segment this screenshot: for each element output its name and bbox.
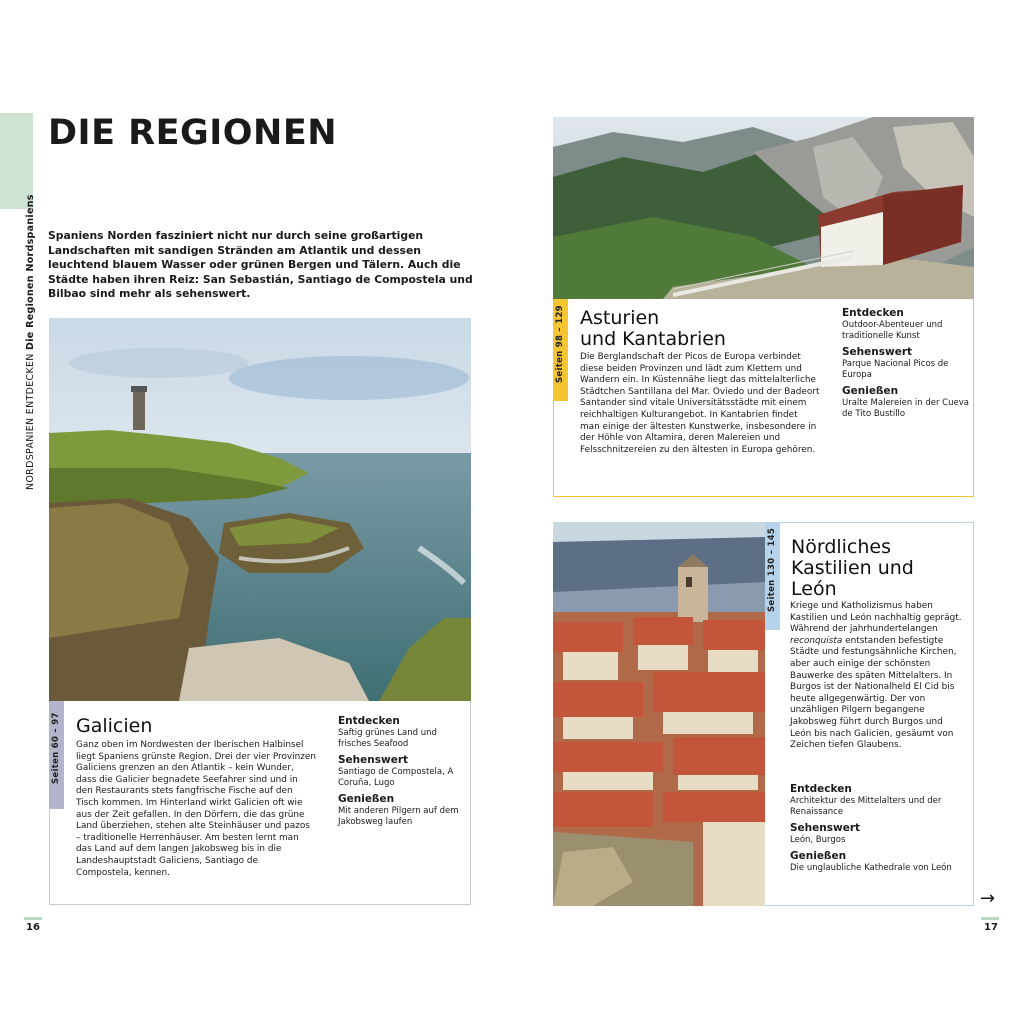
info-text: Uralte Malereien in der Cueva de Tito Bustillo (842, 398, 969, 419)
info-text: Die unglaubliche Kathedrale von León (790, 863, 952, 873)
kastilien-info (790, 783, 966, 874)
page-number-left: 16 (26, 922, 40, 933)
info-text: Outdoor-Abenteuer und traditionelle Kunst (842, 320, 943, 341)
galicien-title: Galicien (76, 715, 153, 737)
kastilien-text: Kriege und Katholizismus haben Kastilien und León nachhaltig geprägt. Während der jahrhundertelangen reconquista entstanden befestigte Städte und festungsähnliche Kirchen, aber auch einige der schönsten Bauwerke des späten Mittelalters. In Burgos ist der Nationalheld El Cid bis heute allgegenwärtig. Der von unzähligen Pilgern begangene Jakobsweg führt durch Burgos und León bis nach Galicien, gesäumt von Zeichen tiefen Glaubens. (790, 601, 962, 751)
info-text: Parque Nacional Picos de Europa (842, 359, 949, 380)
intro-paragraph: Spaniens Norden fasziniert nicht nur durch seine großartigen Landschaften mit sandigen Stränden am Atlantik und dessen leuchtend blauem Wasser oder grünen Bergen und Tälern. Auch die Städte haben ihren Reiz: San Sebastián, Santiago de Compostela und Bilbao sind mehr als sehenswert. (48, 229, 473, 300)
section-label: NORDSPANIEN ENTDECKEN (25, 353, 36, 490)
info-heading: Genießen (338, 793, 395, 805)
page-number-right: 17 (984, 922, 998, 933)
info-text: León, Burgos (790, 835, 846, 845)
asturien-pages: Seiten 98 – 129 (555, 305, 565, 383)
running-head (25, 194, 36, 490)
info-text: Architektur des Mittelalters und der Renaissance (790, 796, 942, 817)
info-heading: Sehenswert (842, 346, 913, 358)
page-number-rule-left (24, 917, 42, 920)
kastilien-photo (553, 522, 765, 906)
asturien-photo (553, 117, 974, 299)
info-text: Saftig grünes Land und frisches Seafood (338, 728, 437, 749)
info-heading: Genießen (842, 385, 899, 397)
kastilien-title: Nördliches Kastilien und León (791, 536, 914, 600)
page-number-rule-right (981, 917, 999, 920)
info-heading: Entdecken (790, 783, 852, 795)
galicien-info (338, 715, 466, 828)
next-page-arrow-icon[interactable]: → (980, 888, 996, 909)
info-heading: Genießen (790, 850, 847, 862)
galicien-pages: Seiten 60 – 97 (51, 712, 61, 784)
info-text: Santiago de Compostela, A Coruña, Lugo (338, 767, 454, 788)
asturien-info (842, 307, 970, 420)
galicien-photo (49, 318, 471, 701)
page-title-line2: NORDSPANIENS (46, 152, 470, 212)
info-heading: Entdecken (842, 307, 904, 319)
info-heading: Sehenswert (790, 822, 861, 834)
asturien-title: Asturien und Kantabrien (580, 307, 726, 350)
kastilien-pages: Seiten 130 – 145 (767, 527, 777, 612)
info-heading: Entdecken (338, 715, 400, 727)
info-text: Mit anderen Pilgern auf dem Jakobsweg laufen (338, 806, 459, 827)
asturien-text: Die Berglandschaft der Picos de Europa verbindet diese beiden Provinzen und lädt zum Klettern und Wandern ein. In Küstennähe liegt das mittelalterliche Städtchen Santillana del Mar. Oviedo und der Badeort Santander sind vitale Universitätsstädte mit einem reichhaltigen Kulturangebot. In Kantabrien findet man einige der ältesten Kunstwerke, insbesondere in der Höhle von Altamira, deren Malereien und Felsschnitzereien zu den ältesten in Europa gehören. (580, 352, 820, 455)
page-title-line1: DIE REGIONEN (48, 113, 338, 153)
chapter-label: Die Regionen Nordspaniens (25, 194, 36, 350)
info-heading: Sehenswert (338, 754, 409, 766)
galicien-text: Ganz oben im Nordwesten der Iberischen Halbinsel liegt Spaniens grünste Region. Drei der vier Provinzen Galiciens grenzen an den Atlantik – kein Wunder, dass die Galicier begnadete Seefahrer sind und in den Restaurants stets fangfrische Fische auf den Tisch kommen. Im Hinterland wirkt Galicien oft wie aus der Zeit gefallen. In den Dörfern, die das grüne Land überziehen, stehen alte Steinhäuser und pazos – traditionelle Herrenhäuser. Am besten lernt man das Land auf dem langen Jakobsweg bis in die Landeshauptstadt Galiciens, Santiago de Compostela, kennen. (76, 740, 317, 878)
